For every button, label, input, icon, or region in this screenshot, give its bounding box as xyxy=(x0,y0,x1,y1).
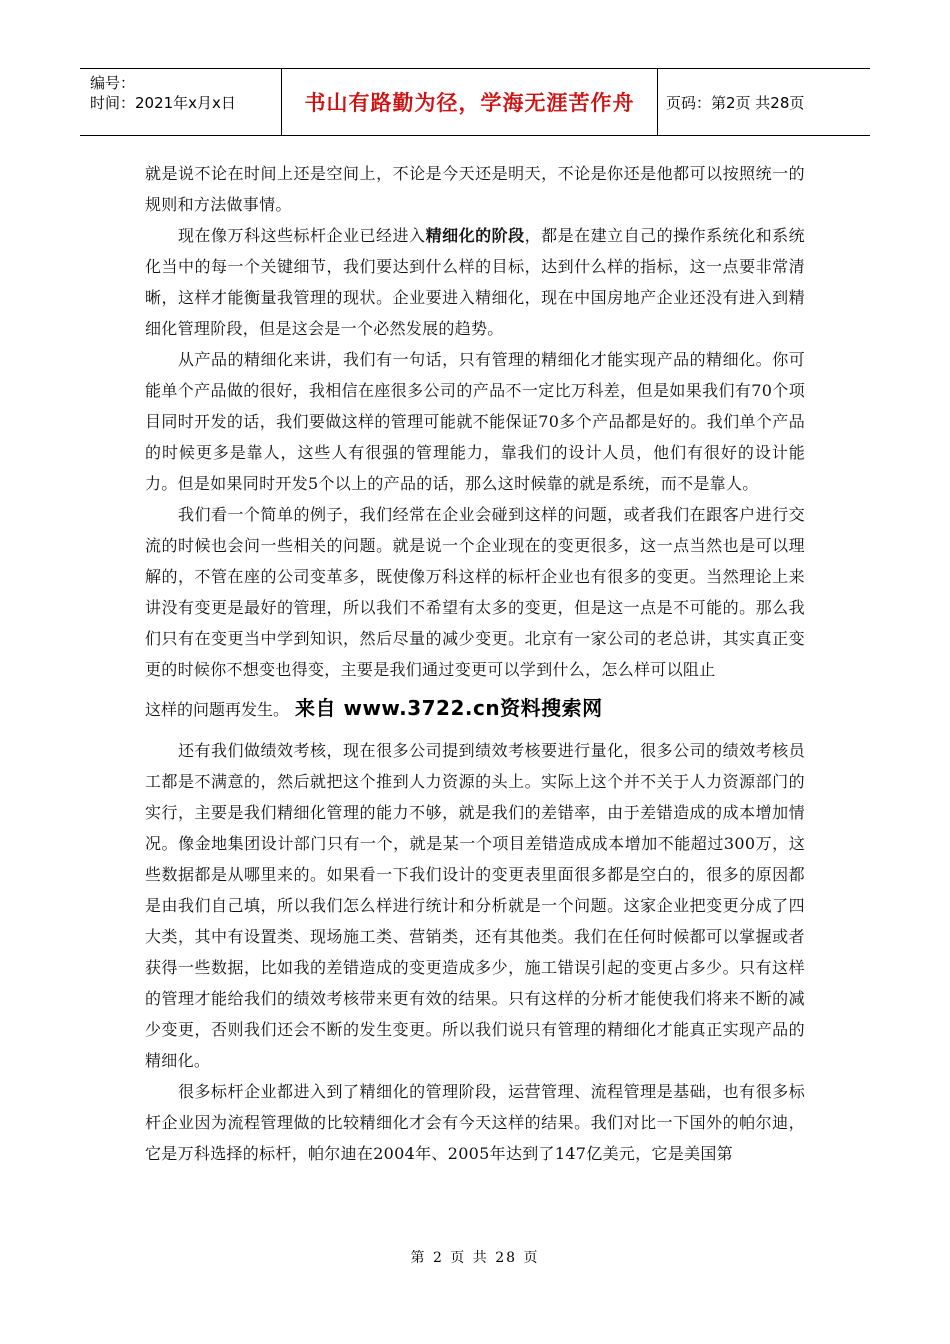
paragraph-2-lead: 现在像万科这些标杆企业已经进入 xyxy=(178,226,426,245)
paragraph-4: 我们看一个简单的例子，我们经常在企业会碰到这样的问题，或者我们在跟客户进行交流的时候也会问一些相关的问题。就是说一个企业现在的变更很多，这一点当然也是可以理解的，不管在座的公司变革多，既使像万科这样的标杆企业也有很多的变更。当然理论上来讲没有变更是最好的管理，所以我们不希望有太多的变更，但是这一点是不可能的。那么我们只有在变更当中学到知识，然后尽量的减少变更。北京有一家公司的老总讲，其实真正变更的时候你不想变也得变，主要是我们通过变更可以学到什么，怎么样可以阻止 xyxy=(145,505,805,679)
paragraph-3: 从产品的精细化来讲，我们有一句话，只有管理的精细化才能实现产品的精细化。你可能单个产品做的很好，我相信在座很多公司的产品不一定比万科差，但是如果我们有70个项目同时开发的话，我们要做这样的管理可能就不能保证70多个产品都是好的。我们单个产品的时候更多是靠人，这些人有很强的管理能力，靠我们的设计人员，他们有很好的设计能力。但是如果同时开发5个以上的产品的话，那么这时候靠的就是系统，而不是靠人。 xyxy=(145,350,805,493)
paragraph-2-emphasis: 精细化的阶段 xyxy=(425,226,525,245)
paragraph-1: 就是说不论在时间上还是空间上，不论是今天还是明天，不论是你还是他都可以按照统一的规则和方法做事情。 xyxy=(145,164,805,214)
source-watermark: 来自 www.3722.cn资料搜索网 xyxy=(295,696,603,720)
paragraph-4-end-row xyxy=(145,693,805,725)
header-page-info: 页码：第2页 共28页 xyxy=(666,93,805,112)
paragraph-2-rest: ，都是在建立自己的操作系统化和系统化当中的每一个关键细节，我们要达到什么样的目标，达到什么样的指标，这一点要非常清晰，这样才能衡量我管理的现状。企业要进入精细化，现在中国房地产企业还没有进入到精细化管理阶段，但是这会是一个必然发展的趋势。 xyxy=(145,226,805,338)
document-date: 时间：2021年x月x日 xyxy=(90,94,236,112)
paragraph-6: 很多标杆企业都进入到了精细化的管理阶段，运营管理、流程管理是基础，也有很多标杆企业因为流程管理做的比较精细化才会有今天这样的结果。我们对比一下国外的帕尔迪，它是万科选择的标杆，帕尔迪在2004年、2005年达到了147亿美元，它是美国第 xyxy=(145,1082,805,1163)
page-header xyxy=(80,68,870,136)
paragraph-2 xyxy=(145,220,805,344)
header-motto: 书山有路勤为径，学海无涯苦作舟 xyxy=(282,69,658,135)
paragraph-4-end: 这样的问题再发生。 xyxy=(145,700,290,719)
document-body xyxy=(145,158,805,1169)
paragraph-5: 还有我们做绩效考核，现在很多公司提到绩效考核要进行量化，很多公司的绩效考核员工都是不满意的，然后就把这个推到人力资源的头上。实际上这个并不关于人力资源部门的实行，主要是我们精细化管理的能力不够，就是我们的差错率，由于差错造成的成本增加情况。像金地集团设计部门只有一个，就是某一个项目差错造成成本增加不能超过300万，这些数据都是从哪里来的。如果看一下我们设计的变更表里面很多都是空白的，很多的原因都是由我们自己填，所以我们怎么样进行统计和分析就是一个问题。这家企业把变更分成了四大类，其中有设置类、现场施工类、营销类，还有其他类。我们在任何时候都可以掌握或者获得一些数据，比如我的差错造成的变更造成多少，施工错误引起的变更占多少。只有这样的管理才能给我们的绩效考核带来更有效的结果。只有这样的分析才能使我们将来不断的减少变更，否则我们还会不断的发生变更。所以我们说只有管理的精细化才能真正实现产品的精细化。 xyxy=(145,741,805,1070)
header-meta xyxy=(80,69,282,135)
page-footer: 第 2 页 共 28 页 xyxy=(410,1250,540,1266)
document-number-label: 编号： xyxy=(90,74,136,92)
